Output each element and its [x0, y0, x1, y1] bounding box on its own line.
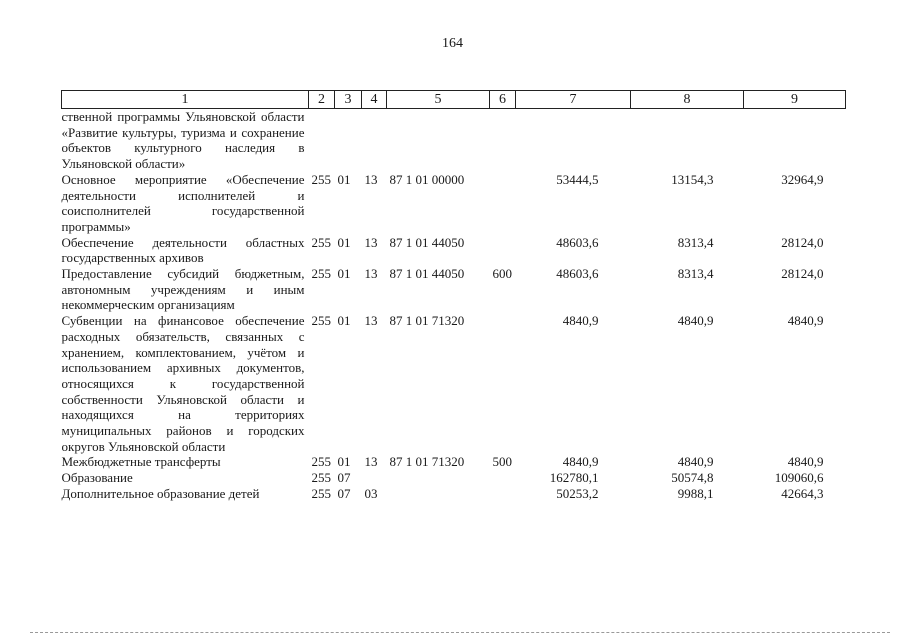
row-subsection: 13 [364, 266, 378, 282]
row-name: Предоставление субсидий бюджетным, автономным учреждениям и иным некоммерческим организациям [61, 266, 305, 313]
row-amount-9: 109060,6 [774, 470, 824, 486]
row-target-code: 87 1 01 71320 [389, 454, 465, 470]
row-amount-9: 32964,9 [781, 171, 824, 187]
header-cell-4: 4 [362, 91, 387, 109]
row-section: 07 [337, 485, 351, 501]
row-target-code [387, 470, 490, 486]
row-amount-9 [744, 109, 846, 172]
row-name: Межбюджетные трансферты [61, 454, 221, 470]
row-section: 01 [337, 313, 351, 329]
row-section: 07 [337, 470, 351, 486]
header-cell-2: 2 [309, 91, 335, 109]
row-target-code: 87 1 01 71320 [389, 313, 465, 329]
table-body [62, 109, 846, 502]
row-name: Основное мероприятие «Обеспечение деятельности исполнителей и соисполнителей государственной программы» [61, 171, 305, 234]
row-amount-8: 9988,1 [677, 485, 714, 501]
row-subsection: 13 [364, 454, 378, 470]
header-cell-1: 1 [62, 91, 309, 109]
row-subsection: 13 [364, 234, 378, 250]
row-admin-code: 255 [311, 266, 331, 282]
row-amount-7: 48603,6 [556, 234, 599, 250]
row-subsection: 03 [364, 485, 378, 501]
row-subsection [362, 109, 387, 172]
row-expense-type [490, 172, 516, 235]
row-amount-8: 4840,9 [677, 313, 714, 329]
row-section: 01 [337, 266, 351, 282]
row-amount-8: 50574,8 [671, 470, 714, 486]
header-cell-3: 3 [335, 91, 362, 109]
row-amount-8 [631, 109, 744, 172]
row-admin-code: 255 [311, 313, 331, 329]
row-amount-8: 8313,4 [677, 234, 714, 250]
row-amount-7 [516, 109, 631, 172]
header-cell-7: 7 [516, 91, 631, 109]
row-target-code [387, 109, 490, 172]
row-expense-type [490, 235, 516, 266]
row-admin-code: 255 [311, 454, 331, 470]
table-row [62, 266, 846, 313]
table-row [62, 454, 846, 470]
header-row [62, 91, 846, 109]
row-amount-7: 162780,1 [549, 470, 599, 486]
row-target-code: 87 1 01 44050 [389, 234, 465, 250]
row-amount-7: 4840,9 [562, 313, 599, 329]
row-expense-type [490, 486, 516, 502]
row-subsection: 13 [364, 313, 378, 329]
row-admin-code [309, 109, 335, 172]
table-row [62, 313, 846, 454]
header-cell-9: 9 [744, 91, 846, 109]
table-row [62, 470, 846, 486]
row-section: 01 [337, 234, 351, 250]
row-name: Дополнительное образование детей [61, 485, 260, 501]
row-name: Субвенции на финансовое обеспечение расходных обязательств, связанных с хранением, комплектованием, учётом и использованием архивных документов, относящихся к государственной собственности Ульяновской области и находящихся на территориях муниципальных районов и городских округов Ульяновской области [61, 313, 305, 454]
row-subsection: 13 [364, 171, 378, 187]
row-section: 01 [337, 171, 351, 187]
row-amount-7: 48603,6 [556, 266, 599, 282]
table-row [62, 109, 846, 172]
row-admin-code: 255 [311, 470, 331, 486]
row-amount-8: 4840,9 [677, 454, 714, 470]
header-cell-6: 6 [490, 91, 516, 109]
header-cell-8: 8 [631, 91, 744, 109]
row-expense-type [490, 109, 516, 172]
row-target-code: 87 1 01 00000 [389, 171, 465, 187]
row-expense-type: 600 [492, 266, 512, 282]
table-row [62, 235, 846, 266]
scan-edge-divider [30, 632, 890, 633]
row-admin-code: 255 [311, 234, 331, 250]
row-target-code: 87 1 01 44050 [389, 266, 465, 282]
row-expense-type: 500 [492, 454, 512, 470]
row-amount-9: 4840,9 [787, 313, 824, 329]
row-amount-7: 53444,5 [556, 171, 599, 187]
table-row [62, 486, 846, 502]
row-admin-code: 255 [311, 171, 331, 187]
row-section: 01 [337, 454, 351, 470]
row-name: Образование [61, 470, 133, 486]
row-amount-8: 8313,4 [677, 266, 714, 282]
row-amount-9: 42664,3 [781, 485, 824, 501]
row-subsection [362, 470, 387, 486]
row-amount-9: 28124,0 [781, 234, 824, 250]
row-name: Обеспечение деятельности областных государственных архивов [61, 234, 305, 266]
header-cell-5: 5 [387, 91, 490, 109]
budget-table [61, 90, 846, 502]
row-amount-7: 50253,2 [556, 485, 599, 501]
table-row [62, 172, 846, 235]
row-expense-type [490, 470, 516, 486]
row-name: ственной программы Ульяновской области «Развитие культуры, туризма и сохранение объектов культурного наследия в Ульяновской области» [61, 109, 305, 172]
table-header [62, 91, 846, 109]
row-target-code [387, 486, 490, 502]
page-number: 164 [442, 36, 463, 51]
row-amount-7: 4840,9 [562, 454, 599, 470]
row-expense-type [490, 313, 516, 454]
row-amount-9: 4840,9 [787, 454, 824, 470]
row-amount-8: 13154,3 [671, 171, 714, 187]
row-amount-9: 28124,0 [781, 266, 824, 282]
row-admin-code: 255 [311, 485, 331, 501]
row-section [335, 109, 362, 172]
